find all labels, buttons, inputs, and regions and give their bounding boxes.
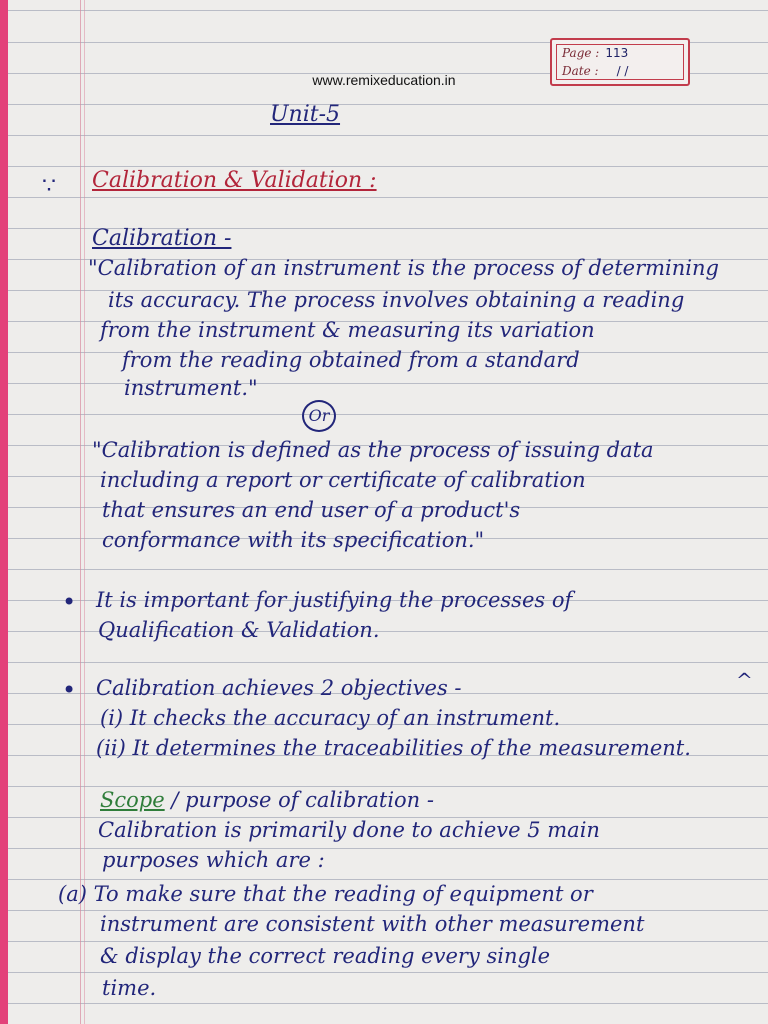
definition1-line: instrument." — [124, 376, 258, 400]
definition1-line: its accuracy. The process involves obtaining a reading — [108, 288, 685, 312]
purpose-point-line: (a) To make sure that the reading of equipment or — [58, 882, 593, 906]
calibration-heading: Calibration - — [92, 226, 232, 251]
definition2-line: "Calibration is defined as the process of issuing data — [92, 438, 654, 462]
page-label: Page : — [562, 46, 600, 60]
section-heading: Calibration & Validation : — [92, 168, 377, 193]
or-mark: Or — [302, 400, 336, 432]
section-marker: ∵ — [42, 174, 56, 199]
page-number: 113 — [605, 46, 629, 60]
definition2-line: including a report or certificate of calibration — [100, 468, 586, 492]
importance-line: It is important for justifying the processes of — [96, 588, 573, 612]
definition2-line: that ensures an end user of a product's — [102, 498, 521, 522]
scope-label-rest: / purpose of calibration - — [171, 788, 434, 812]
scope-heading — [100, 788, 434, 812]
objective-item: (ii) It determines the traceabilities of the measurement. — [96, 736, 691, 760]
bullet-dot: • — [62, 588, 77, 616]
date-label: Date : — [562, 64, 599, 78]
margin-line-secondary — [84, 0, 85, 1024]
objectives-heading: Calibration achieves 2 objectives - — [96, 676, 462, 700]
purpose-point-line: time. — [102, 976, 157, 1000]
purpose-point-line: instrument are consistent with other measurement — [100, 912, 645, 936]
bullet-dot: • — [62, 676, 77, 704]
scope-intro-line: purposes which are : — [102, 848, 325, 872]
tick-mark: ^ — [736, 668, 753, 692]
website-watermark: www.remixeducation.in — [312, 72, 456, 88]
purpose-point-line: & display the correct reading every single — [100, 944, 551, 968]
date-value: / / — [616, 64, 629, 78]
margin-line — [80, 0, 81, 1024]
scope-label-green: Scope — [100, 788, 165, 812]
page-edge-binding — [0, 0, 8, 1024]
definition1-line: from the reading obtained from a standard — [122, 348, 580, 372]
objective-item: (i) It checks the accuracy of an instrument. — [100, 706, 561, 730]
importance-line: Qualification & Validation. — [98, 618, 380, 642]
definition1-line: from the instrument & measuring its variation — [100, 318, 595, 342]
definition2-line: conformance with its specification." — [102, 528, 485, 552]
scope-intro-line: Calibration is primarily done to achieve 5 main — [98, 818, 600, 842]
page-number-row — [562, 46, 628, 60]
definition1-line: "Calibration of an instrument is the process of determining — [88, 256, 719, 280]
unit-title: Unit-5 — [270, 102, 341, 127]
